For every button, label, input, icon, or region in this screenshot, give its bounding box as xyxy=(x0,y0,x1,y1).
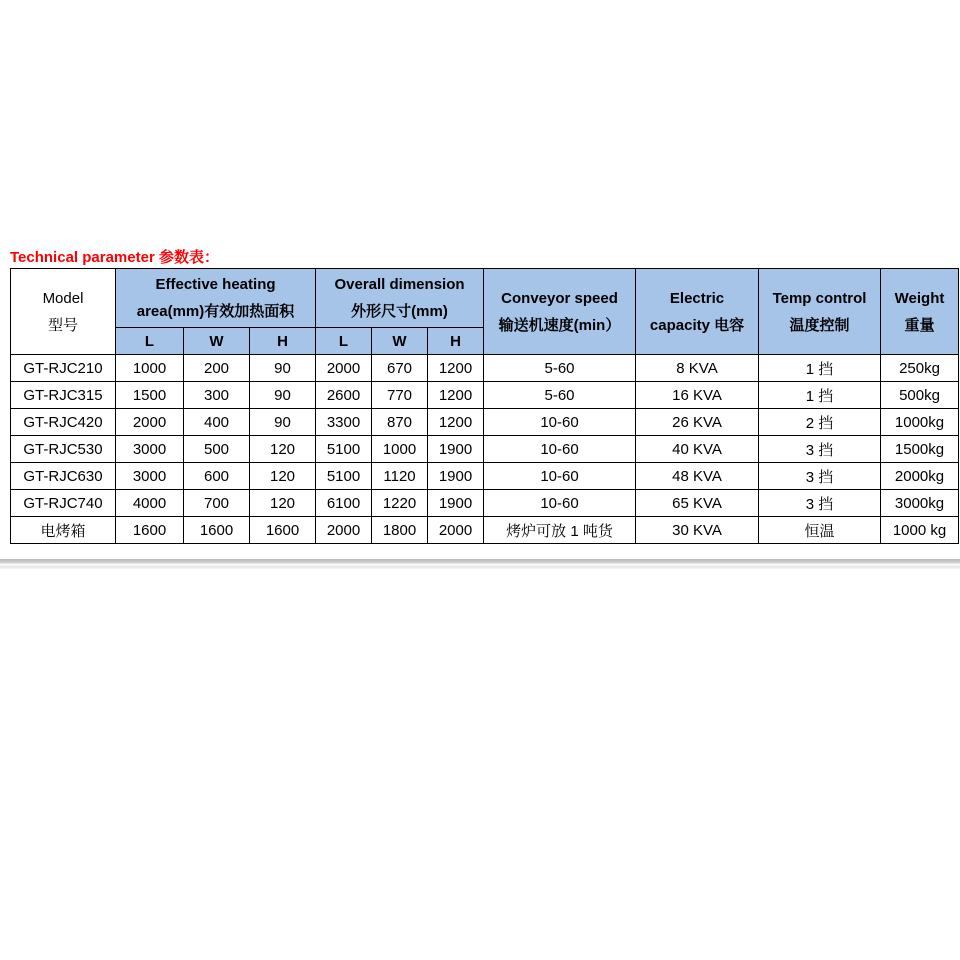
table-cell: 1600 xyxy=(250,517,316,544)
page-title: Technical parameter 参数表： xyxy=(10,249,219,266)
table-cell: 65 KVA xyxy=(636,490,759,517)
header-text-line: Weight xyxy=(894,289,945,307)
table-cell: 120 xyxy=(250,436,316,463)
table-cell: 120 xyxy=(250,490,316,517)
header-text-line: Electric xyxy=(669,289,725,307)
table-cell: 1800 xyxy=(372,517,428,544)
table-row xyxy=(11,463,959,490)
header-text-line: Model xyxy=(42,289,84,307)
table-cell: 5100 xyxy=(316,463,372,490)
table-row xyxy=(11,382,959,409)
table-row xyxy=(11,490,959,517)
table-cell: 500kg xyxy=(881,382,959,409)
sub-header-heating-w: W xyxy=(184,328,250,355)
table-cell: 250kg xyxy=(881,355,959,382)
page-edge-shadow xyxy=(0,559,960,569)
table-cell: 500 xyxy=(184,436,250,463)
table-cell: 90 xyxy=(250,355,316,382)
table-cell: 5-60 xyxy=(484,382,636,409)
table-cell: 3000kg xyxy=(881,490,959,517)
table-cell: 1500 xyxy=(116,382,184,409)
cell-model: GT-RJC420 xyxy=(11,409,116,436)
cell-model: 电烤箱 xyxy=(11,517,116,544)
table-cell: 700 xyxy=(184,490,250,517)
table-cell: 恒温 xyxy=(759,517,881,544)
table-cell: 1120 xyxy=(372,463,428,490)
table-row xyxy=(11,517,959,544)
sub-header-heating-l: L xyxy=(116,328,184,355)
table-cell: 400 xyxy=(184,409,250,436)
table-row xyxy=(11,409,959,436)
table-cell: 1 挡 xyxy=(759,355,881,382)
table-cell: 30 KVA xyxy=(636,517,759,544)
sub-header-dimension-l: L xyxy=(316,328,372,355)
table-cell: 2000 xyxy=(428,517,484,544)
col-header-model xyxy=(11,269,116,355)
table-cell: 3 挡 xyxy=(759,463,881,490)
table-header-row-groups xyxy=(11,269,959,328)
cell-model: GT-RJC530 xyxy=(11,436,116,463)
col-header-temp-control xyxy=(759,269,881,355)
table-cell: 1900 xyxy=(428,490,484,517)
table-cell: 4000 xyxy=(116,490,184,517)
sub-header-dimension-h: H xyxy=(428,328,484,355)
col-header-effective-heating xyxy=(116,269,316,328)
cell-model: GT-RJC630 xyxy=(11,463,116,490)
table-cell: 10-60 xyxy=(484,409,636,436)
table-cell: 90 xyxy=(250,382,316,409)
table-cell: 1000kg xyxy=(881,409,959,436)
table-cell: 8 KVA xyxy=(636,355,759,382)
table-cell: 1900 xyxy=(428,463,484,490)
cell-model: GT-RJC740 xyxy=(11,490,116,517)
table-cell: 10-60 xyxy=(484,436,636,463)
header-text-line: capacity 电容 xyxy=(649,316,745,334)
table-cell: 5100 xyxy=(316,436,372,463)
table-cell: 200 xyxy=(184,355,250,382)
technical-parameter-table xyxy=(10,268,959,544)
table-cell: 10-60 xyxy=(484,463,636,490)
table-cell: 3 挡 xyxy=(759,436,881,463)
table-cell: 5-60 xyxy=(484,355,636,382)
table-cell: 3300 xyxy=(316,409,372,436)
table-cell: 1220 xyxy=(372,490,428,517)
table-cell: 2000kg xyxy=(881,463,959,490)
table-cell: 1000 xyxy=(116,355,184,382)
table-row xyxy=(11,436,959,463)
table-cell: 2000 xyxy=(316,517,372,544)
table-cell: 40 KVA xyxy=(636,436,759,463)
table-cell: 2 挡 xyxy=(759,409,881,436)
table-row xyxy=(11,355,959,382)
table-cell: 1600 xyxy=(116,517,184,544)
header-text-line: 温度控制 xyxy=(789,316,850,334)
header-text-line: Temp control xyxy=(772,289,867,307)
header-text-line: 输送机速度(min） xyxy=(498,316,621,334)
header-text-line: Effective heating xyxy=(155,276,276,293)
table-cell: 670 xyxy=(372,355,428,382)
header-text-line: area(mm)有效加热面积 xyxy=(136,303,295,320)
table-cell: 3 挡 xyxy=(759,490,881,517)
cell-model: GT-RJC210 xyxy=(11,355,116,382)
header-text-line: Conveyor speed xyxy=(501,289,618,307)
col-header-electric-capacity xyxy=(636,269,759,355)
table-cell: 10-60 xyxy=(484,490,636,517)
sub-header-dimension-w: W xyxy=(372,328,428,355)
table-cell: 1 挡 xyxy=(759,382,881,409)
table-cell: 2600 xyxy=(316,382,372,409)
table-cell: 120 xyxy=(250,463,316,490)
header-text-line: Overall dimension xyxy=(334,276,465,293)
table-cell: 16 KVA xyxy=(636,382,759,409)
table-cell: 1200 xyxy=(428,355,484,382)
table-cell: 300 xyxy=(184,382,250,409)
table-cell: 90 xyxy=(250,409,316,436)
table-cell: 1900 xyxy=(428,436,484,463)
table-cell: 1000 kg xyxy=(881,517,959,544)
table-cell: 1500kg xyxy=(881,436,959,463)
table-cell: 26 KVA xyxy=(636,409,759,436)
table-cell: 烤炉可放 1 吨货 xyxy=(484,517,636,544)
table-cell: 48 KVA xyxy=(636,463,759,490)
table-cell: 3000 xyxy=(116,463,184,490)
table-cell: 3000 xyxy=(116,436,184,463)
table-cell: 1200 xyxy=(428,382,484,409)
table-cell: 1000 xyxy=(372,436,428,463)
col-header-overall-dimension xyxy=(316,269,484,328)
header-text-line: 型号 xyxy=(47,316,78,334)
col-header-conveyor-speed xyxy=(484,269,636,355)
col-header-weight xyxy=(881,269,959,355)
table-cell: 1600 xyxy=(184,517,250,544)
cell-model: GT-RJC315 xyxy=(11,382,116,409)
table-cell: 870 xyxy=(372,409,428,436)
table-cell: 2000 xyxy=(316,355,372,382)
table-cell: 770 xyxy=(372,382,428,409)
table-cell: 6100 xyxy=(316,490,372,517)
sub-header-heating-h: H xyxy=(250,328,316,355)
header-text-line: 重量 xyxy=(904,316,935,334)
table-cell: 2000 xyxy=(116,409,184,436)
header-text-line: 外形尺寸(mm) xyxy=(351,303,448,320)
table-cell: 600 xyxy=(184,463,250,490)
table-cell: 1200 xyxy=(428,409,484,436)
